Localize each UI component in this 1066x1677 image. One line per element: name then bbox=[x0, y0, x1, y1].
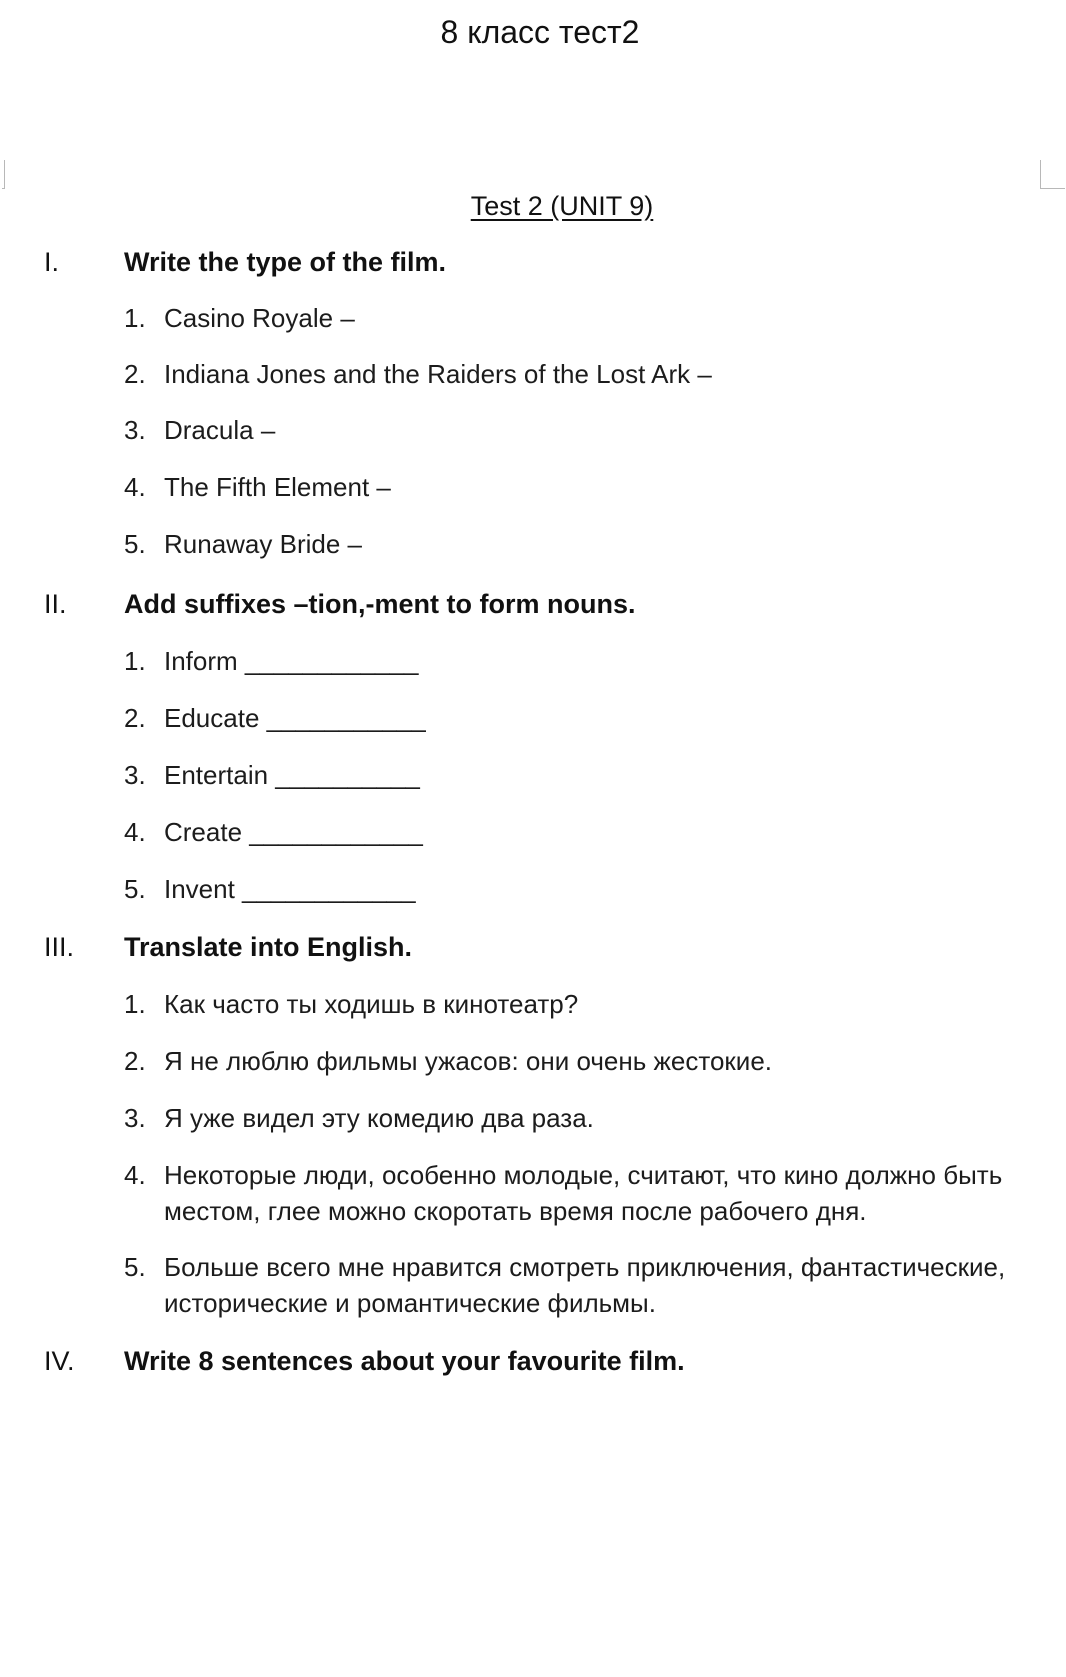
item-number: 5. bbox=[124, 874, 146, 904]
item-text: Entertain __________ bbox=[164, 760, 420, 790]
item-number: 2. bbox=[124, 703, 146, 733]
list-item bbox=[124, 757, 1054, 793]
item-number: 3. bbox=[124, 1103, 146, 1133]
item-number: 1. bbox=[124, 989, 146, 1019]
item-number: 4. bbox=[124, 472, 146, 502]
list-item bbox=[124, 469, 1054, 505]
section-numeral: II. bbox=[44, 589, 67, 619]
item-text: Create ____________ bbox=[164, 817, 423, 847]
list-item bbox=[124, 526, 1054, 562]
list-item bbox=[124, 1249, 1054, 1321]
item-text: Я уже видел эту комедию два раза. bbox=[164, 1103, 594, 1133]
list-item bbox=[124, 1157, 1054, 1229]
item-number: 1. bbox=[124, 646, 146, 676]
list-item bbox=[124, 700, 1054, 736]
section-numeral: I. bbox=[44, 247, 60, 277]
section-numeral: IV. bbox=[44, 1346, 75, 1376]
section-title: Add suffixes –tion,-ment to form nouns. bbox=[124, 589, 636, 619]
item-number: 5. bbox=[124, 529, 146, 559]
item-number: 3. bbox=[124, 415, 146, 445]
item-number: 4. bbox=[124, 1160, 146, 1190]
item-number: 2. bbox=[124, 1046, 146, 1076]
item-number: 5. bbox=[124, 1252, 146, 1282]
item-text: Educate ___________ bbox=[164, 703, 426, 733]
list-item bbox=[124, 986, 1054, 1022]
item-text: Casino Royale – bbox=[164, 303, 355, 333]
list-item bbox=[124, 871, 1054, 907]
list-item bbox=[124, 1043, 1054, 1079]
item-number: 4. bbox=[124, 817, 146, 847]
item-text: The Fifth Element – bbox=[164, 472, 391, 502]
item-number: 3. bbox=[124, 760, 146, 790]
item-text: Dracula – bbox=[164, 415, 276, 445]
list-item bbox=[124, 300, 1054, 336]
list-item bbox=[124, 643, 1054, 679]
document-title: 8 класс тест2 bbox=[440, 14, 640, 50]
item-number: 2. bbox=[124, 359, 146, 389]
item-text: Некоторые люди, особенно молодые, считают, что кино должно быть местом, глее можно скоротать время после рабочего дня. bbox=[164, 1160, 1010, 1226]
item-text: Runaway Bride – bbox=[164, 529, 362, 559]
item-text: Больше всего мне нравится смотреть приключения, фантастические, исторические и романтические фильмы. bbox=[164, 1252, 1013, 1318]
section-title: Translate into English. bbox=[124, 932, 413, 962]
item-text: Как часто ты ходишь в кинотеатр? bbox=[164, 989, 579, 1019]
item-number: 1. bbox=[124, 303, 146, 333]
section-title: Write the type of the film. bbox=[124, 247, 447, 277]
item-text: Я не люблю фильмы ужасов: они очень жестокие. bbox=[164, 1046, 773, 1076]
list-item bbox=[124, 1100, 1054, 1136]
test-heading: Test 2 (UNIT 9) bbox=[470, 191, 654, 221]
list-item bbox=[124, 814, 1054, 850]
item-text: Invent ____________ bbox=[164, 874, 416, 904]
section-title: Write 8 sentences about your favourite film. bbox=[124, 1346, 685, 1376]
page-corner-mark-right bbox=[1040, 160, 1065, 189]
section-numeral: III. bbox=[44, 932, 75, 962]
item-text: Inform ____________ bbox=[164, 646, 419, 676]
list-item bbox=[124, 356, 1054, 392]
page-corner-mark-left bbox=[2, 160, 5, 189]
item-text: Indiana Jones and the Raiders of the Lost Ark – bbox=[164, 359, 712, 389]
list-item bbox=[124, 412, 1054, 448]
